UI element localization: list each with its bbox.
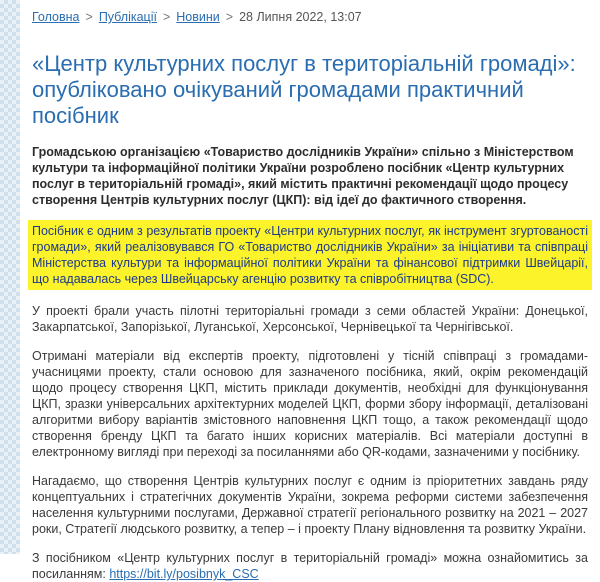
guide-download-link[interactable]: https://bit.ly/posibnyk_CSC (109, 567, 259, 581)
article-paragraph-materials: Отримані матеріали від експертів проекту, підготовлені у тісній співпраці з громадами-учасницями проекту, стали основою для зазначеного посібника, який, окрім рекомендацій щодо процесу створення ЦКП, містить приклади документів, необхідні для функціонування ЦКП, зразки універсальних архітектурних моделей ЦКП, форми збору інформації, деталізовані алгоритми вибору варіантів змістовного наповнення ЦКП тощо, а також рекомендації щодо створення бренду ЦКП та багато інших корисних матеріалів. Всі матеріали доступні в електронному вигляді при переході за посиланнями або QR-кодами, зазначеними у посібнику. (32, 349, 588, 459)
article-paragraph-link (32, 550, 588, 582)
article-lead: Громадською організацією «Товариство дослідників України» спільно з Міністерством культури та інформаційної політики України розроблено посібник «Центр культурних послуг в територіальній громаді», який містить практичні рекомендації щодо процесу створення Центрів культурних послуг (ЦКП): від ідеї до фактичного створення. (32, 145, 574, 207)
link-intro-text: З посібником «Центр культурних послуг в територіальній громаді» можна ознайомитись за посиланням: (32, 551, 588, 581)
breadcrumb-news-link[interactable]: Новини (176, 10, 220, 24)
breadcrumb (32, 9, 588, 25)
article-title: «Центр культурних послуг в територіальній громаді»: опубліковано очікуваний громадами практичний посібник (32, 51, 576, 128)
article-content (32, 0, 588, 582)
decorative-side-pattern (0, 0, 20, 554)
breadcrumb-separator: > (225, 10, 234, 24)
article-paragraph-reminder: Нагадаємо, що створення Центрів культурних послуг є одним із пріоритетних завдань ряду концептуальних і стратегічних документів України, зокрема реформи системи забезпечення населення культурними послугами, Державної стратегії регіонального розвитку на 2021 – 2027 роки, Стратегії людського розвитку, а тепер – і проекту Плану відновлення та розвитку України. (32, 474, 588, 536)
breadcrumb-separator: > (85, 10, 93, 24)
breadcrumb-separator: > (162, 10, 171, 24)
highlighted-paragraph: Посібник є одним з результатів проекту «Центри культурних послуг, як інструмент згуртованості громади», який реалізовувався ГО «Товариство дослідників України» за ініціативи та співпраці Міністерства культури та інформаційної політики України та фінансової підтримки Швейцарії, що надавалась через Швейцарську агенцію розвитку та співробітництва (SDC). (28, 220, 592, 290)
article-paragraph-regions: У проекті брали участь пілотні територіальні громади з семи областей України: Донецької, Закарпатської, Запорізької, Луганської, Херсонської, Чернівецької та Чернігівської. (32, 304, 588, 334)
breadcrumb-publications-link[interactable]: Публікації (98, 10, 157, 24)
publication-date: 28 Липня 2022, 13:07 (239, 10, 362, 24)
breadcrumb-home-link[interactable]: Головна (32, 10, 80, 24)
